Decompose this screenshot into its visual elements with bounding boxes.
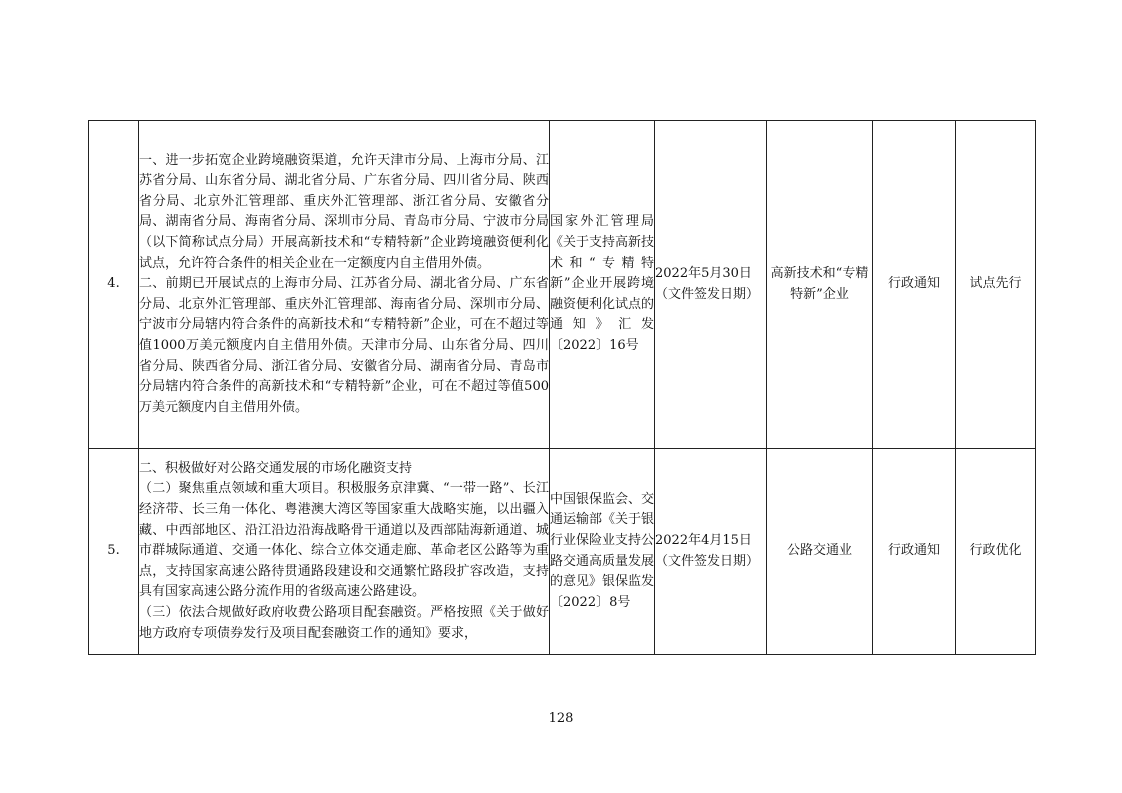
tag-cell: 行政优化 [956, 449, 1036, 655]
table-row [89, 449, 1036, 655]
content-paragraph: （二）聚焦重点领域和重大项目。积极服务京津冀、“一带一路”、长江经济带、长三角一体化、粤港澳大湾区等国家重大战略实施，以出疆入藏、中西部地区、沿江沿边沿海战略骨干通道以及西部陆海新通道、城市群城际通道、交通一体化、综合立体交通走廊、革命老区公路等为重点，支持国家高速公路待贯通路段建设和交通繁忙路段扩容改造，支持具有国家高速公路分流作用的省级高速公路建设。 [139, 481, 549, 600]
row-number: 4. [89, 121, 139, 449]
industry-cell: 公路交通业 [767, 449, 873, 655]
policy-content-cell [139, 121, 550, 449]
row-number: 5. [89, 449, 139, 655]
content-paragraph: 二、积极做好对公路交通发展的市场化融资支持 [139, 460, 413, 476]
source-document-cell: 中国银保监会、交通运输部《关于银行业保险业支持公路交通高质量发展的意见》银保监发〔2022〕8号 [550, 449, 655, 655]
page-number: 128 [548, 711, 574, 726]
table-row [89, 121, 1036, 449]
content-paragraph: （三）依法合规做好政府收费公路项目配套融资。严格按照《关于做好地方政府专项债券发行及项目配套融资工作的通知》要求， [139, 604, 549, 641]
policy-content-cell [139, 449, 550, 655]
category-cell: 行政通知 [873, 449, 956, 655]
issue-date-cell: 2022年5月30日（文件签发日期） [655, 121, 767, 449]
category-cell: 行政通知 [873, 121, 956, 449]
policy-table [88, 120, 1036, 655]
source-document-cell: 国家外汇管理局《关于支持高新技术和“专精特新”企业开展跨境融资便利化试点的通知》汇发〔2022〕16号 [550, 121, 655, 449]
content-paragraph: 一、进一步拓宽企业跨境融资渠道，允许天津市分局、上海市分局、江苏省分局、山东省分局、湖北省分局、广东省分局、四川省分局、陕西省分局、北京外汇管理部、重庆外汇管理部、浙江省分局、安徽省分局、湖南省分局、海南省分局、深圳市分局、青岛市分局、宁波市分局（以下简称试点分局）开展高新技术和“专精特新”企业跨境融资便利化试点，允许符合条件的相关企业在一定额度内自主借用外债。 [139, 152, 549, 271]
tag-cell: 试点先行 [956, 121, 1036, 449]
content-paragraph: 二、前期已开展试点的上海市分局、江苏省分局、湖北省分局、广东省分局、北京外汇管理部、重庆外汇管理部、海南省分局、深圳市分局、宁波市分局辖内符合条件的高新技术和“专精特新”企业，可在不超过等值1000万美元额度内自主借用外债。天津市分局、山东省分局、四川省分局、陕西省分局、浙江省分局、安徽省分局、湖南省分局、青岛市分局辖内符合条件的高新技术和“专精特新”企业，可在不超过等值500万美元额度内自主借用外债。 [139, 276, 549, 415]
issue-date-cell: 2022年4月15日（文件签发日期） [655, 449, 767, 655]
industry-cell: 高新技术和“专精特新”企业 [767, 121, 873, 449]
